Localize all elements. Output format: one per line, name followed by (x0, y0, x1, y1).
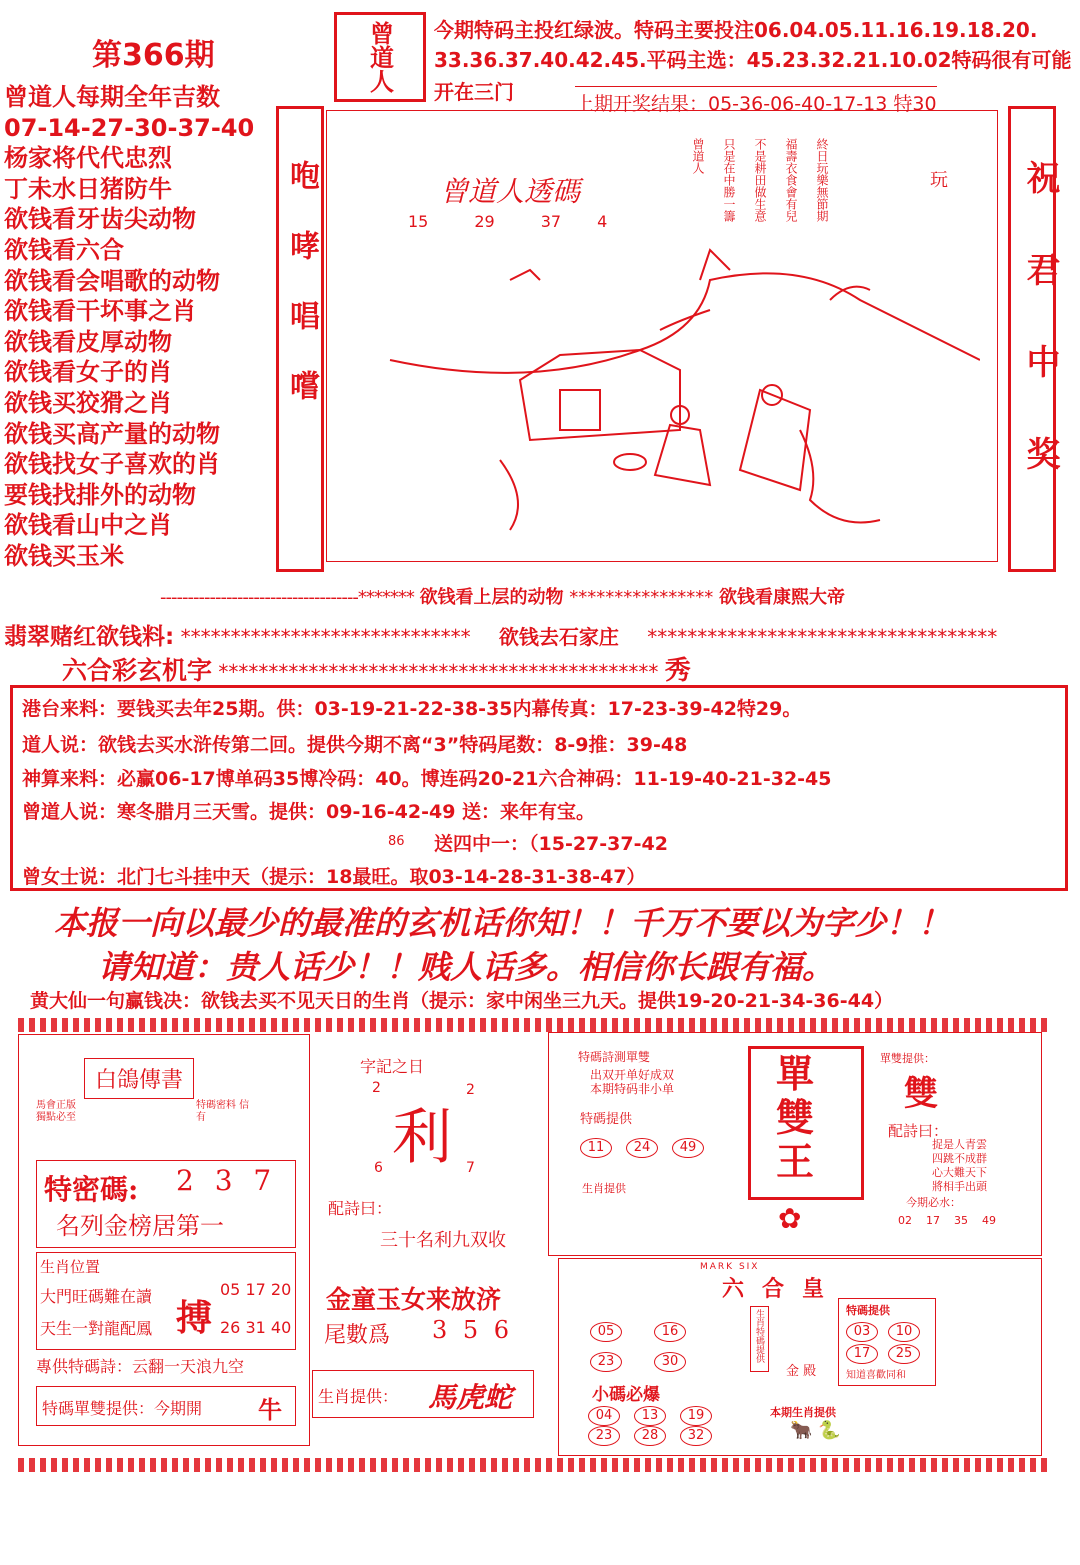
star-line: ------------------------------------******* (160, 587, 414, 608)
vertical-char: 唱 (284, 300, 319, 370)
ticket-box: 生肖特碼提供 (750, 1306, 769, 1372)
left-hint-item: 欲钱看六合 (4, 235, 124, 264)
number-circle: 49 (672, 1138, 704, 1158)
corner-number: 7 (466, 1160, 475, 1176)
poem-line: 捉是人青雲 (932, 1138, 987, 1151)
header-line-2: 33.36.37.40.42.45.平码主选：45.23.32.21.10.02特码很有可能 (434, 48, 1072, 72)
poem-label: 配詩曰： (328, 1199, 393, 1218)
hint-row-1 (160, 583, 845, 609)
play-label: 玩 (930, 170, 948, 191)
scroll-number: 15 (408, 212, 429, 231)
big-character: 利 (392, 1103, 452, 1173)
hint-upper-animal: 欲钱看上层的动物 (419, 587, 564, 608)
poem-text: 三十名利九双收 (380, 1230, 506, 1251)
info-line: 送四中一：（15-27-37-42 (434, 833, 668, 855)
slogan-2: 请知道：贵人话少！！贱人话多。相信你长跟有福。 (98, 948, 835, 986)
secret-code-numbers: 2 3 7 (176, 1164, 278, 1197)
special-poem: 專供特碼詩：云翻一天浪九空 (36, 1357, 245, 1376)
hint-row-2 (4, 618, 997, 651)
number-circle: 16 (654, 1322, 686, 1342)
corner-number: 6 (374, 1160, 383, 1176)
left-hint-item: 欲钱看山中之肖 (4, 511, 172, 540)
left-hint-item: 曾道人每期全年吉数 (4, 83, 220, 111)
number-circle: 03 (846, 1322, 878, 1342)
number-circle: 23 (590, 1352, 622, 1372)
king-char: 單 (776, 1051, 815, 1096)
number-circle: 23 (588, 1426, 620, 1446)
number-circle: 19 (680, 1406, 712, 1426)
flower-icon: ✿ (778, 1202, 802, 1235)
tema-row (846, 1320, 934, 1342)
vertical-char: 嚐 (284, 370, 319, 440)
zodiac-provide-label: 生肖提供： (318, 1387, 399, 1406)
poem-line: 將相手出頭 (932, 1180, 987, 1193)
zodiac-position-label: 生肖位置 (40, 1258, 101, 1276)
number-circle: 28 (634, 1426, 666, 1446)
rt-provide2: 單雙提供： (880, 1052, 935, 1065)
hint-xiu: 秀 (664, 656, 691, 686)
scroll-title: 曾道人透碼 (440, 175, 581, 208)
vertical-char: 哮 (284, 230, 319, 300)
bo-character: 搏 (176, 1297, 213, 1339)
pigeon-small-left: 馬會正版 獨點必至 (36, 1100, 76, 1123)
rt-sub1: 出双开单好成双 (590, 1068, 675, 1082)
rt-poem-title: 配詩曰： (888, 1122, 949, 1140)
rt-nums (898, 1214, 996, 1227)
zodiac-provide-value: 馬虎蛇 (428, 1381, 513, 1414)
star-line: ***************************** (180, 625, 471, 649)
star-line: **************** (569, 587, 714, 608)
rt-circles (580, 1136, 718, 1158)
vertical-char: 祝 (1020, 160, 1060, 252)
jintong-text: 金童玉女来放济 (326, 1285, 502, 1314)
last-result: 上期开奖结果：05-36-06-40-17-13 特30 (575, 86, 937, 116)
king-char: 王 (776, 1139, 815, 1184)
number-circle: 32 (680, 1426, 712, 1446)
tema-text: 知道喜歡同和 (846, 1370, 906, 1381)
left-hint-item: 欲钱买玉米 (4, 541, 124, 570)
scroll-left-vertical (284, 160, 318, 440)
bo-numbers-2: 26 31 40 (220, 1318, 292, 1337)
border-mark-text: MARK SIX (700, 1262, 760, 1272)
bo-numbers-1: 05 17 20 (220, 1280, 292, 1299)
small-code-row (588, 1404, 726, 1426)
left-hint-item: 欲钱买狡猾之肖 (4, 388, 172, 417)
small-code-title: 小碼必爆 (592, 1385, 660, 1405)
left-hint-item: 07-14-27-30-37-40 (4, 113, 255, 142)
poem-column: 福壽衣食會有兒 (784, 138, 798, 222)
left-hint-item: 欲钱看皮厚动物 (4, 327, 172, 356)
scroll-illustration (380, 240, 980, 560)
scroll-poem (690, 138, 831, 222)
rt-sub2: 本期特码非小单 (590, 1082, 675, 1096)
hint-shijiazhuang: 欲钱去石家庄 (498, 625, 619, 649)
rt-title: 特碼詩測單雙 (578, 1050, 651, 1064)
rt-today: 今期必水： (906, 1196, 961, 1209)
star-border-bottom (18, 1458, 1048, 1472)
vertical-char: 中 (1020, 344, 1060, 436)
left-hint-item: 欲钱买高产量的动物 (4, 419, 220, 448)
corner-number: 2 (466, 1082, 475, 1098)
left-hint-item: 要钱找排外的动物 (4, 480, 196, 509)
secret-code-label: 特密碼: (44, 1173, 139, 1206)
info-line: 道人说：欲钱去买水浒传第二回。提供今期不离“3”特码尾数：8-9推：39-48 (22, 734, 688, 756)
tail-numbers: 3 5 6 (432, 1316, 514, 1344)
header-line-1: 今期特码主投红绿波。特码主要投注06.04.05.11.16.19.18.20. (434, 18, 1038, 42)
zodiac-line: 大門旺碼難在讀 (40, 1287, 153, 1306)
number-circle: 25 (888, 1344, 920, 1364)
huang-daxian: 黄大仙一句赢钱决：欲钱去买不见天日的生肖（提示：家中闲坐三九天。提供19-20-21-34-36-44） (30, 990, 894, 1012)
king-char: 雙 (776, 1095, 815, 1140)
left-hint-item: 欲钱看女子的肖 (4, 358, 172, 387)
logo-stamp (334, 12, 426, 102)
scroll-number: 4 (597, 212, 608, 231)
tema-label: 特碼提供 (846, 1304, 890, 1317)
single-double-king (776, 1052, 814, 1184)
tema-row (846, 1342, 934, 1364)
info-line: 港台来料：要钱买去年25期。供：03-19-21-22-38-35内幕传真：17-23-39-42特29。 (22, 698, 802, 720)
hint-jade-label: 翡翠赌红欲钱料: (4, 624, 175, 650)
left-hint-item: 欲钱看干坏事之肖 (4, 297, 196, 326)
poem-line: 四跳不成群 (932, 1152, 987, 1165)
liuhe-king-title: 六合皇 (722, 1276, 843, 1302)
single-double-label: 特碼單雙提供：今期開 (42, 1399, 203, 1418)
scroll-number: 37 (540, 212, 562, 231)
zodiac-line: 天生一對龍配鳳 (40, 1319, 153, 1338)
hint-xuanji-label: 六合彩玄机字 (62, 656, 213, 685)
rt-provide: 特碼提供 (580, 1112, 633, 1127)
star-border-top (18, 1018, 1048, 1032)
star-line: ******************************************** (218, 660, 659, 684)
number-circle: 17 (926, 1214, 940, 1227)
number-circle: 35 (954, 1214, 968, 1227)
number-circle: 49 (982, 1214, 996, 1227)
number-circle: 24 (626, 1138, 658, 1158)
single-double-value: 牛 (258, 1395, 282, 1424)
rb-circles (590, 1320, 730, 1342)
star-line: *********************************** (647, 625, 998, 649)
scroll-right-vertical (1016, 160, 1065, 528)
number-circle: 13 (634, 1406, 666, 1426)
poem-column: 曾道人 (691, 138, 705, 174)
vertical-char: 奖 (1020, 436, 1060, 528)
vertical-char: 咆 (284, 160, 319, 230)
rt-bird-label: 生肖提供 (582, 1182, 626, 1195)
poem-column: 只是在中勝一籌 (722, 138, 736, 222)
pigeon-small-right: 特碼密料 信有 (196, 1100, 250, 1123)
number-circle: 04 (588, 1406, 620, 1426)
rt-big2: 雙 (904, 1074, 938, 1114)
info-line: 曾女士说：北门七斗挂中天（提示：18最旺。取03-14-28-31-38-47） (22, 866, 646, 888)
hint-row-3 (62, 650, 691, 687)
left-hint-item: 欲钱看会唱歌的动物 (4, 266, 220, 295)
small-code-row (588, 1424, 726, 1446)
logo-text: 曾道人 (365, 21, 395, 93)
scroll-numbers (408, 212, 607, 231)
issue-number: 第366期 (92, 38, 215, 73)
hint-kangxi: 欲钱看康熙大帝 (719, 587, 846, 608)
zodiac-title: 本期生肖提供 (770, 1406, 836, 1419)
rt-poem (932, 1138, 987, 1194)
info-line: 曾道人说：寒冬腊月三天雪。提供：09-16-42-49 送：来年有宝。 (22, 801, 596, 823)
left-hint-item: 丁未水日猪防牛 (4, 174, 172, 203)
scroll-number: 29 (474, 212, 495, 231)
slogan-1: 本报一向以最少的最准的玄机话你知！！千万不要以为字少！！ (54, 904, 951, 942)
poem-column: 不是耕田做生意 (753, 138, 767, 222)
info-small-number: 86 (388, 834, 405, 849)
number-circle: 11 (580, 1138, 612, 1158)
vertical-char: 君 (1020, 252, 1060, 344)
word-title: 字記之日 (360, 1057, 425, 1076)
number-circle: 30 (654, 1352, 686, 1372)
pigeon-title: 白鴿傳書 (84, 1058, 194, 1099)
secret-code-sub: 名列金榜居第一 (56, 1212, 224, 1240)
left-hint-item: 欲钱找女子喜欢的肖 (4, 450, 220, 479)
poem-column: 終日玩樂無節期 (815, 138, 829, 222)
number-circle: 17 (846, 1344, 878, 1364)
header-line-3: 开在三门 (434, 80, 514, 104)
left-hint-list (4, 82, 254, 572)
jin-dian: 金 殿 (786, 1364, 817, 1379)
left-hint-item: 杨家将代代忠烈 (4, 144, 172, 173)
left-hint-item: 欲钱看牙齿尖动物 (4, 205, 196, 234)
tail-label: 尾數爲 (324, 1323, 391, 1348)
number-circle: 02 (898, 1214, 912, 1227)
rb-circles (590, 1350, 730, 1372)
corner-number: 2 (372, 1080, 381, 1096)
zodiac-animals-icon: 🐂 🐍 (790, 1420, 841, 1441)
info-line: 神算来料：必赢06-17博单码35博冷码：40。博连码20-21六合神码：11-19-40-21-32-45 (22, 768, 832, 790)
poem-line: 心大難天下 (932, 1166, 987, 1179)
number-circle: 05 (590, 1322, 622, 1342)
number-circle: 10 (888, 1322, 920, 1342)
